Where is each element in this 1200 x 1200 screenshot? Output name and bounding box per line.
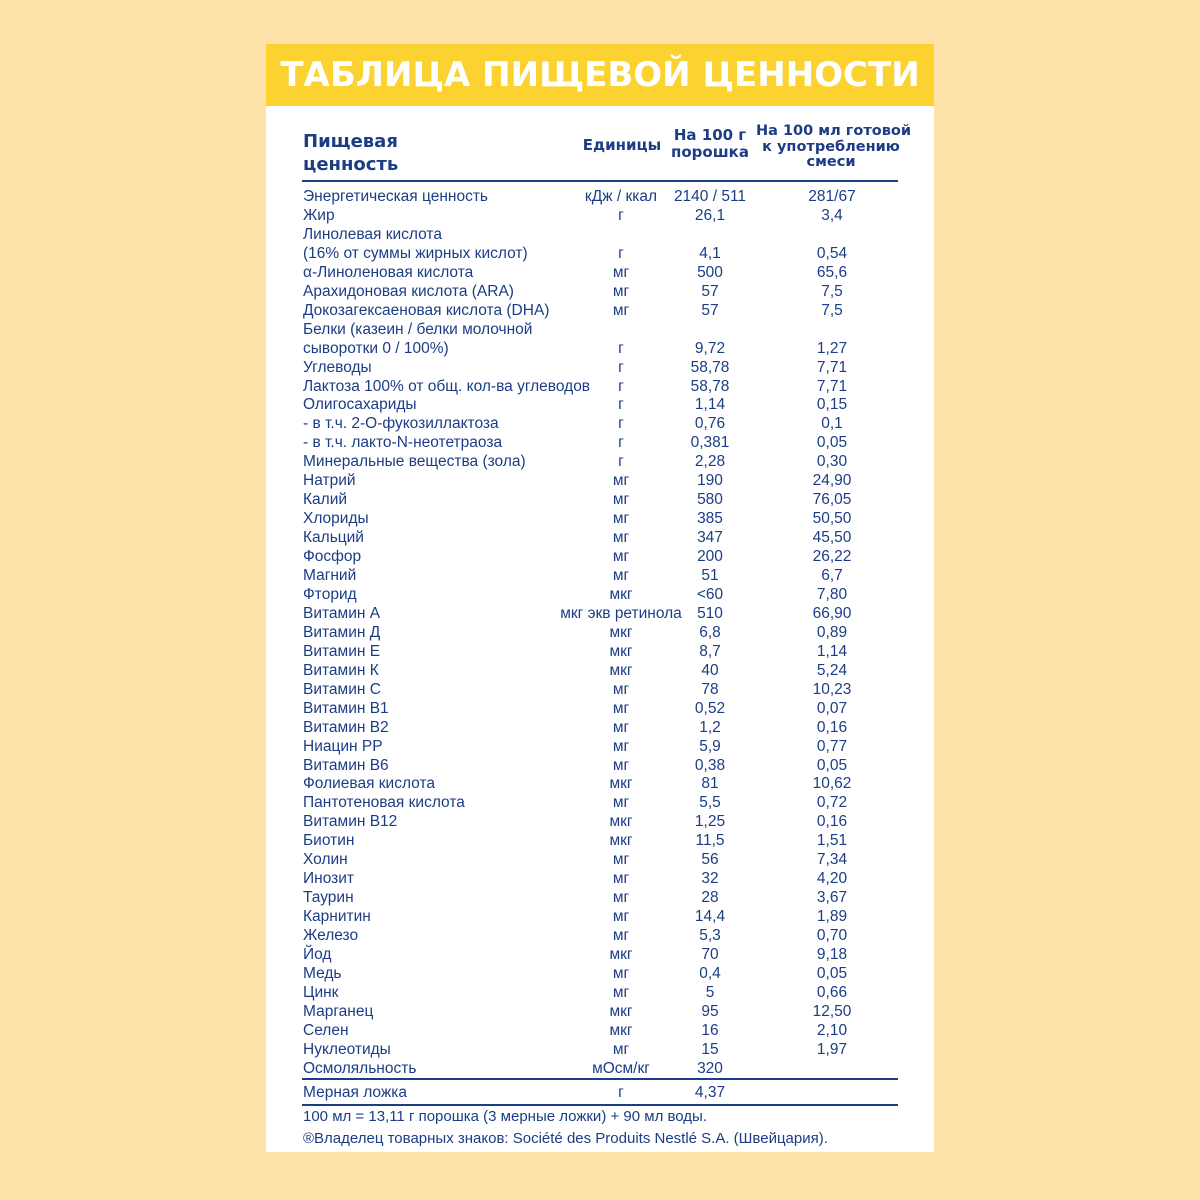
row-per-100ml: 0,77: [816, 737, 848, 755]
row-per-100g: 5,9: [699, 737, 721, 755]
row-unit: мг: [612, 756, 630, 774]
row-per-100g: 58,78: [690, 377, 730, 395]
table-row: [266, 1002, 934, 1021]
header-units: Единицы: [582, 136, 662, 154]
row-per-100ml: 0,72: [816, 794, 848, 812]
table-row: [266, 680, 934, 699]
row-name: Витамин В1: [303, 699, 389, 717]
row-name: Пантотеновая кислота: [303, 794, 465, 812]
table-row: [266, 642, 934, 661]
row-unit: мг: [612, 964, 630, 982]
row-name: Линолевая кислота: [303, 225, 442, 243]
row-per-100ml: 7,71: [816, 377, 848, 395]
row-per-100g: 40: [701, 661, 719, 679]
row-per-100g: 1,25: [694, 813, 726, 831]
table-row: [266, 831, 934, 850]
row-per-100ml: 26,22: [812, 548, 852, 566]
row-per-100g: 51: [701, 567, 719, 584]
header-nutrition-line: Пищевая: [303, 131, 398, 152]
row-name: Магний: [303, 567, 357, 584]
row-per-100g: 2,28: [694, 453, 726, 471]
row-name: Фторид: [303, 585, 357, 603]
row-name: Фолиевая кислота: [303, 775, 435, 793]
row-unit: мкг: [609, 1021, 633, 1039]
row-name: Витамин В6: [303, 756, 389, 774]
table-row: [266, 547, 934, 566]
scoop-per-100g: 4,37: [694, 1084, 726, 1101]
row-per-100g: 500: [697, 263, 723, 281]
scoop-unit: г: [618, 1084, 624, 1101]
row-unit: мг: [612, 983, 630, 1001]
row-unit: мг: [612, 699, 630, 717]
row-name: Селен: [303, 1021, 349, 1039]
row-per-100g: 200: [697, 548, 723, 566]
row-unit: мг: [612, 548, 630, 566]
row-name: Витамин А: [303, 604, 381, 622]
row-per-100g: 190: [697, 472, 723, 490]
row-name: Биотин: [303, 832, 355, 850]
row-name: Витамин В12: [303, 813, 398, 831]
row-per-100g: 26,1: [694, 206, 726, 224]
table-row: [266, 888, 934, 907]
row-per-100g: 95: [701, 1002, 719, 1020]
table-row: [266, 907, 934, 926]
row-per-100g: 2140 / 511: [673, 188, 747, 205]
row-name: Карнитин: [303, 908, 371, 926]
table-header: [266, 122, 934, 180]
row-per-100ml: 0,05: [816, 756, 848, 774]
row-per-100g: 0,76: [694, 415, 726, 433]
row-unit: мкг: [609, 775, 633, 793]
table-row: [266, 263, 934, 282]
header-per-100g: [660, 127, 760, 161]
table-row: [266, 339, 934, 358]
row-per-100g: 14,4: [694, 908, 726, 926]
row-name: Медь: [303, 964, 342, 982]
row-per-100g: 385: [697, 510, 723, 528]
row-name: Углеводы: [303, 358, 372, 376]
row-per-100ml: 7,71: [816, 358, 848, 376]
row-unit: кДж / ккал: [584, 188, 658, 205]
table-row: [266, 566, 934, 585]
row-per-100ml: 10,62: [812, 775, 852, 793]
row-unit: мг: [612, 870, 630, 888]
row-per-100ml: 50,50: [812, 510, 852, 528]
table-row: [266, 623, 934, 642]
header-nutrition-line: ценность: [303, 154, 399, 175]
table-row: [266, 282, 934, 301]
row-name: Лактоза 100% от общ. кол-ва углеводов: [303, 377, 591, 395]
row-per-100g: 57: [701, 301, 719, 319]
row-per-100g: 11,5: [695, 832, 725, 850]
table-row: [266, 604, 934, 623]
table-row: [266, 964, 934, 983]
table-row: [266, 320, 934, 339]
row-unit: г: [618, 358, 624, 376]
row-per-100ml: 0,70: [816, 927, 848, 945]
row-per-100g: 58,78: [690, 358, 730, 376]
row-unit: г: [618, 434, 624, 452]
row-per-100g: 1,14: [694, 396, 726, 414]
header-per-100ml-line: На 100 мл готовой: [756, 123, 912, 139]
table-row: [266, 945, 934, 964]
row-name: Железо: [303, 927, 359, 945]
row-per-100g: 347: [697, 529, 723, 547]
row-per-100g: 57: [701, 282, 719, 300]
row-unit: мкг: [609, 585, 633, 603]
row-name: Витамин Е: [303, 642, 381, 660]
table-row: [266, 774, 934, 793]
row-per-100ml: 0,30: [816, 453, 848, 471]
row-unit: мг: [612, 282, 630, 300]
row-name: Витамин С: [303, 680, 381, 698]
row-name: Белки (казеин / белки молочной: [303, 320, 533, 338]
row-per-100g: 4,1: [699, 244, 721, 262]
scoop-row: [266, 1083, 934, 1102]
row-name: Инозит: [303, 870, 355, 888]
row-name: Цинк: [303, 983, 339, 1001]
row-per-100ml: 1,27: [816, 339, 848, 357]
table-row: [266, 1021, 934, 1040]
row-name: Калий: [303, 491, 348, 509]
table-row: [266, 395, 934, 414]
row-name: Фосфор: [303, 548, 362, 566]
row-unit: мкг: [609, 642, 633, 660]
row-unit: мг: [612, 737, 630, 755]
footnote-dilution: 100 мл = 13,11 г порошка (3 мерные ложки) + 90 мл воды.: [303, 1108, 708, 1125]
row-unit: мг: [612, 718, 630, 736]
row-per-100ml: 7,5: [821, 282, 843, 300]
row-per-100ml: 66,90: [812, 604, 852, 622]
nutrition-table-panel: [266, 44, 934, 1152]
table-row: [266, 756, 934, 775]
row-unit: мг: [612, 567, 630, 584]
row-per-100g: 320: [697, 1059, 723, 1077]
row-per-100g: 580: [697, 491, 723, 509]
row-name: Докозагексаеновая кислота (DHA): [303, 301, 550, 319]
row-name: Витамин К: [303, 661, 379, 679]
row-name: Витамин В2: [303, 718, 389, 736]
scoop-name: Мерная ложка: [303, 1084, 407, 1101]
row-per-100g: 510: [697, 604, 723, 622]
row-per-100ml: 0,89: [816, 623, 848, 641]
row-per-100ml: 0,1: [821, 415, 843, 433]
footer-divider-bottom: [302, 1104, 898, 1106]
header-per-100ml-line: смеси: [806, 154, 856, 170]
header-per-100ml-line: к употреблению: [762, 138, 900, 155]
table-row: [266, 1040, 934, 1059]
table-row: [266, 187, 934, 206]
row-name: Олигосахариды: [303, 396, 417, 414]
row-unit: мг: [612, 301, 630, 319]
table-row: [266, 793, 934, 812]
row-per-100ml: 0,16: [816, 813, 848, 831]
row-per-100g: 70: [701, 946, 719, 963]
row-per-100g: 16: [701, 1021, 719, 1039]
row-unit: мкг экв ретинола: [560, 604, 682, 622]
row-unit: мг: [612, 472, 630, 490]
header-per-100g-line: порошка: [671, 143, 749, 161]
row-per-100g: 0,381: [690, 434, 730, 452]
row-per-100g: 0,52: [694, 699, 726, 717]
row-unit: мОсм/кг: [592, 1059, 650, 1077]
row-per-100ml: 1,97: [816, 1040, 848, 1058]
row-unit: мг: [612, 1040, 630, 1058]
row-name: Натрий: [303, 472, 356, 490]
footer-divider-top: [302, 1078, 898, 1080]
row-per-100ml: 6,7: [821, 567, 843, 584]
row-unit: мкг: [609, 623, 633, 641]
row-per-100ml: 65,6: [816, 263, 848, 281]
row-per-100ml: 0,15: [816, 396, 848, 414]
table-row: [266, 812, 934, 831]
row-name: α-Линоленовая кислота: [303, 263, 474, 281]
row-unit: мкг: [609, 832, 633, 850]
table-row: [266, 377, 934, 396]
row-name: Энергетическая ценность: [303, 188, 488, 205]
row-name: Ниацин РР: [303, 737, 383, 755]
row-name: сыворотки 0 / 100%): [303, 339, 449, 357]
row-name: Жир: [303, 206, 335, 224]
table-row: [266, 433, 934, 452]
row-unit: мг: [612, 263, 630, 281]
row-unit: мг: [612, 889, 630, 907]
row-per-100ml: 0,05: [816, 964, 848, 982]
table-row: [266, 471, 934, 490]
header-nutrition: [303, 130, 398, 176]
row-name: Холин: [303, 851, 348, 869]
table-row: [266, 206, 934, 225]
page-title: ТАБЛИЦА ПИЩЕВОЙ ЦЕННОСТИ: [280, 55, 920, 95]
row-per-100g: 5,3: [699, 927, 721, 945]
table-row: [266, 509, 934, 528]
row-per-100g: 81: [701, 775, 719, 793]
row-per-100ml: 1,89: [816, 908, 848, 926]
row-per-100ml: 281/67: [808, 188, 856, 205]
row-unit: г: [618, 244, 624, 262]
row-per-100g: 56: [701, 851, 719, 869]
row-per-100g: 5,5: [699, 794, 721, 812]
row-unit: мкг: [609, 946, 633, 963]
row-name: - в т.ч. 2-О-фукозиллактоза: [303, 415, 499, 433]
row-per-100g: 32: [701, 870, 719, 888]
table-row: [266, 358, 934, 377]
row-per-100g: 28: [701, 889, 719, 907]
table-row: [266, 244, 934, 263]
row-per-100g: 0,38: [694, 756, 726, 774]
table-row: [266, 585, 934, 604]
row-per-100ml: 7,80: [816, 585, 848, 603]
title-bar: [266, 44, 934, 106]
row-per-100ml: 0,05: [816, 434, 848, 452]
row-per-100ml: 3,67: [816, 889, 848, 907]
row-per-100ml: 0,16: [816, 718, 848, 736]
row-per-100ml: 45,50: [812, 529, 852, 547]
row-unit: мг: [612, 927, 630, 945]
row-per-100ml: 9,18: [816, 946, 848, 963]
row-per-100ml: 24,90: [812, 472, 852, 490]
row-per-100ml: 10,23: [812, 680, 852, 698]
row-per-100ml: 2,10: [816, 1021, 848, 1039]
row-name: Марганец: [303, 1002, 374, 1020]
row-unit: мкг: [609, 813, 633, 831]
row-name: Йод: [303, 946, 332, 963]
row-unit: г: [618, 415, 624, 433]
table-row: [266, 869, 934, 888]
row-unit: г: [618, 339, 624, 357]
table-row: [266, 414, 934, 433]
row-unit: г: [618, 206, 624, 224]
row-unit: мг: [612, 680, 630, 698]
header-per-100g-line: На 100 г: [673, 126, 747, 144]
row-per-100g: <60: [696, 585, 724, 603]
table-row: [266, 737, 934, 756]
table-row: [266, 983, 934, 1002]
row-name: Осмоляльность: [303, 1059, 417, 1077]
row-per-100g: 0,4: [699, 964, 721, 982]
row-unit: мкг: [609, 661, 633, 679]
row-name: - в т.ч. лакто-N-неотетраоза: [303, 434, 503, 452]
row-unit: мг: [612, 491, 630, 509]
row-name: Витамин Д: [303, 623, 381, 641]
row-name: Нуклеотиды: [303, 1040, 391, 1058]
table-row: [266, 225, 934, 244]
table-row: [266, 850, 934, 869]
row-per-100ml: 12,50: [812, 1002, 852, 1020]
row-per-100ml: 1,14: [816, 642, 848, 660]
table-row: [266, 528, 934, 547]
table-row: [266, 301, 934, 320]
header-divider: [302, 180, 898, 182]
row-name: Кальций: [303, 529, 364, 547]
row-per-100ml: 7,5: [821, 301, 843, 319]
row-name: Таурин: [303, 889, 354, 907]
header-per-100ml: [756, 123, 912, 171]
row-per-100g: 5: [705, 983, 715, 1001]
row-per-100ml: 1,51: [816, 832, 848, 850]
row-per-100g: 1,2: [699, 718, 721, 736]
row-unit: г: [618, 377, 624, 395]
row-per-100g: 78: [701, 680, 719, 698]
table-row: [266, 718, 934, 737]
row-unit: мг: [612, 510, 630, 528]
table-row: [266, 1059, 934, 1078]
table-row: [266, 699, 934, 718]
row-unit: г: [618, 453, 624, 471]
row-unit: мг: [612, 794, 630, 812]
row-name: (16% от суммы жирных кислот): [303, 244, 528, 262]
row-per-100ml: 0,54: [816, 244, 848, 262]
table-row: [266, 661, 934, 680]
row-per-100ml: 7,34: [816, 851, 848, 869]
table-row: [266, 452, 934, 471]
row-unit: мг: [612, 529, 630, 547]
row-per-100g: 9,72: [694, 339, 726, 357]
row-unit: мкг: [609, 1002, 633, 1020]
row-per-100ml: 76,05: [812, 491, 852, 509]
row-per-100ml: 5,24: [816, 661, 848, 679]
row-per-100ml: 0,66: [816, 983, 848, 1001]
row-name: Минеральные вещества (зола): [303, 453, 526, 471]
row-name: Арахидоновая кислота (ARA): [303, 282, 514, 300]
row-unit: мг: [612, 851, 630, 869]
row-unit: мг: [612, 908, 630, 926]
row-per-100ml: 0,07: [816, 699, 848, 717]
row-per-100ml: 4,20: [816, 870, 848, 888]
row-per-100g: 15: [701, 1040, 719, 1058]
row-name: Хлориды: [303, 510, 369, 528]
row-per-100g: 6,8: [699, 623, 721, 641]
table-row: [266, 926, 934, 945]
footnote-trademark: ®Владелец товарных знаков: Société des Produits Nestlé S.A. (Швейцария).: [303, 1130, 828, 1147]
table-row: [266, 490, 934, 509]
row-per-100g: 8,7: [699, 642, 721, 660]
row-unit: г: [618, 396, 624, 414]
row-per-100ml: 3,4: [821, 206, 843, 224]
